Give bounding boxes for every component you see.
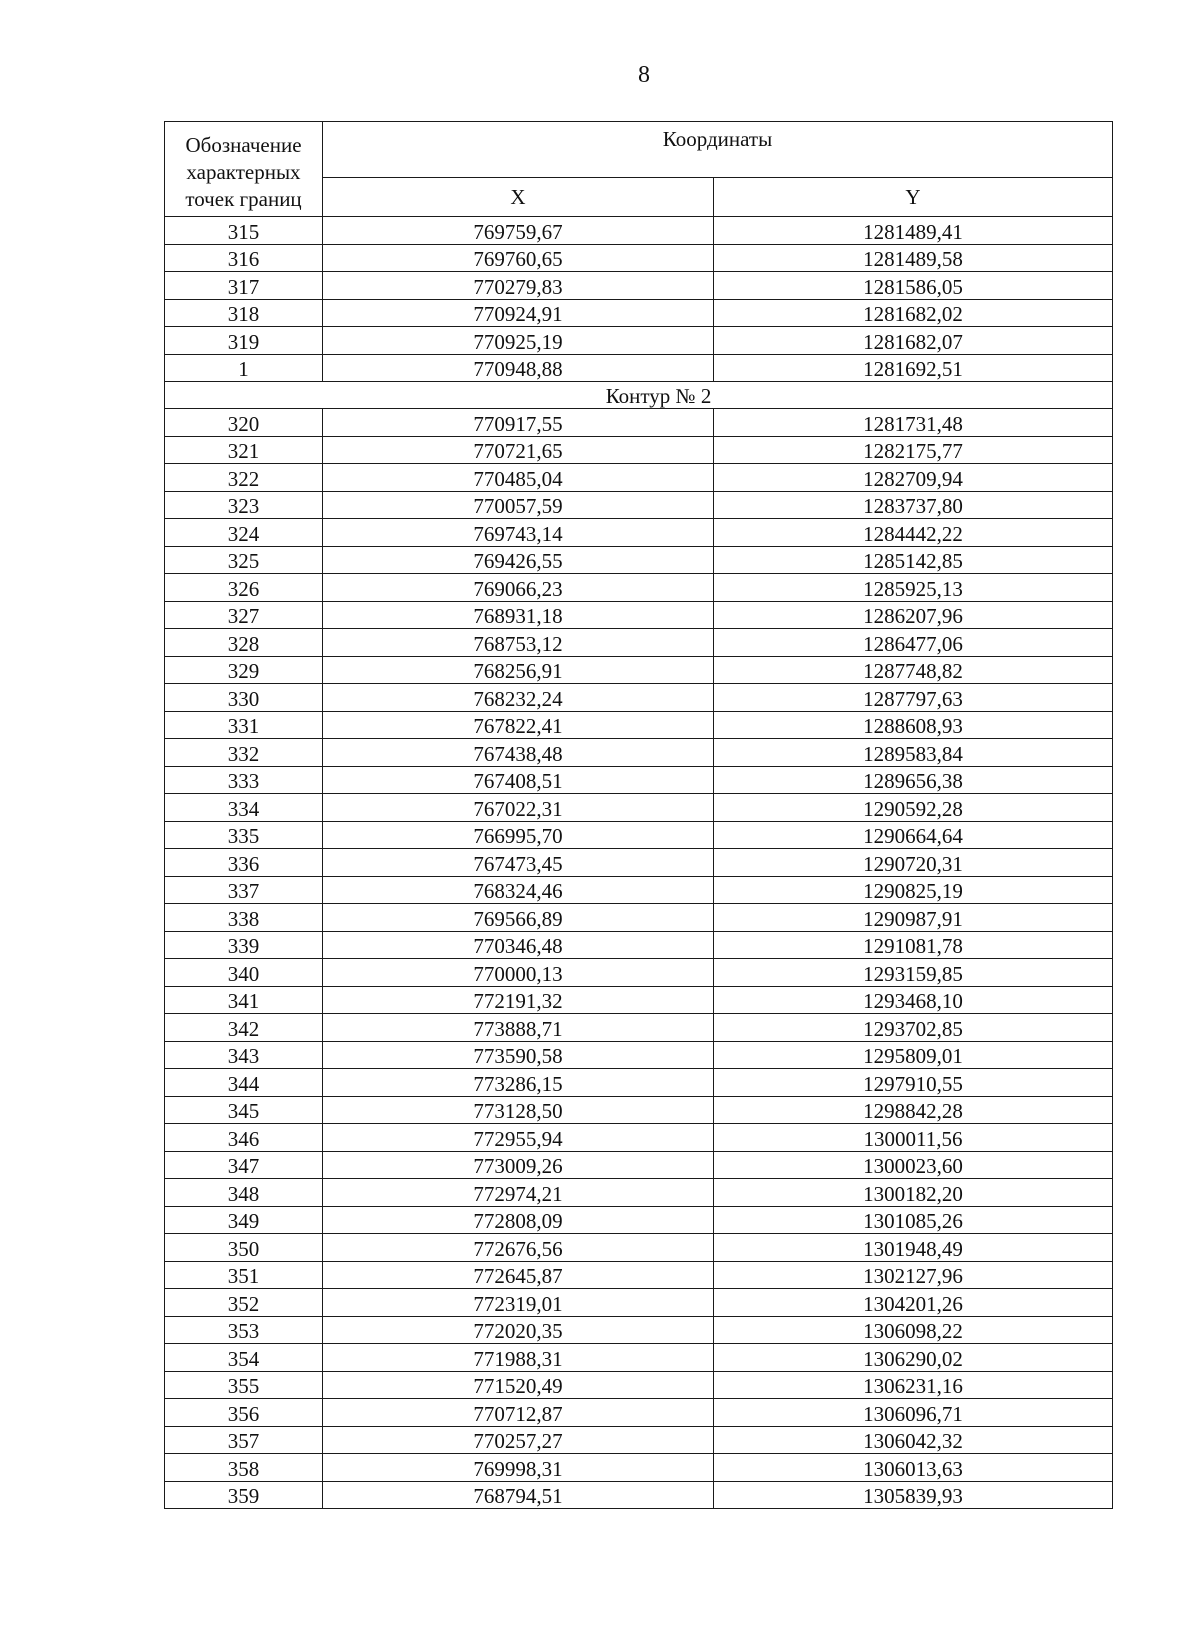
y-cell: 1290987,91: [714, 904, 1113, 932]
table-row: [165, 766, 1113, 794]
x-cell: 770000,13: [323, 959, 714, 987]
x-cell: 767408,51: [323, 766, 714, 794]
x-cell: 773286,15: [323, 1069, 714, 1097]
y-cell: 1281731,48: [714, 409, 1113, 437]
table-row: [165, 409, 1113, 437]
y-cell: 1281682,02: [714, 299, 1113, 327]
x-cell: 773590,58: [323, 1041, 714, 1069]
y-cell: 1304201,26: [714, 1289, 1113, 1317]
y-cell: 1300182,20: [714, 1179, 1113, 1207]
x-cell: 768794,51: [323, 1481, 714, 1509]
y-cell: 1306098,22: [714, 1316, 1113, 1344]
point-cell: 343: [165, 1041, 323, 1069]
point-cell: 355: [165, 1371, 323, 1399]
x-cell: 771520,49: [323, 1371, 714, 1399]
table-row: [165, 1014, 1113, 1042]
rows-contour-2: [165, 409, 1113, 1509]
table-row: [165, 1261, 1113, 1289]
x-cell: 770924,91: [323, 299, 714, 327]
point-cell: 1: [165, 354, 323, 382]
point-cell: 342: [165, 1014, 323, 1042]
y-header: Y: [714, 177, 1113, 217]
y-cell: 1285142,85: [714, 546, 1113, 574]
x-cell: 772808,09: [323, 1206, 714, 1234]
point-cell: 317: [165, 272, 323, 300]
x-cell: 768256,91: [323, 656, 714, 684]
point-cell: 330: [165, 684, 323, 712]
point-cell: 354: [165, 1344, 323, 1372]
point-cell: 359: [165, 1481, 323, 1509]
y-cell: 1288608,93: [714, 711, 1113, 739]
point-cell: 351: [165, 1261, 323, 1289]
point-label-line: точек границ: [185, 187, 302, 211]
point-cell: 322: [165, 464, 323, 492]
point-cell: 332: [165, 739, 323, 767]
table-row: [165, 272, 1113, 300]
y-cell: 1295809,01: [714, 1041, 1113, 1069]
point-label-header: [165, 122, 323, 217]
table-row: [165, 959, 1113, 987]
y-cell: 1289583,84: [714, 739, 1113, 767]
point-cell: 345: [165, 1096, 323, 1124]
y-cell: 1282709,94: [714, 464, 1113, 492]
point-cell: 333: [165, 766, 323, 794]
x-cell: 769066,23: [323, 574, 714, 602]
table-row: [165, 684, 1113, 712]
point-cell: 349: [165, 1206, 323, 1234]
x-cell: 766995,70: [323, 821, 714, 849]
y-cell: 1305839,93: [714, 1481, 1113, 1509]
x-cell: 772020,35: [323, 1316, 714, 1344]
y-cell: 1281489,58: [714, 244, 1113, 272]
point-label-line: характерных: [186, 160, 301, 184]
y-cell: 1281682,07: [714, 327, 1113, 355]
table-row: [165, 464, 1113, 492]
x-cell: 769998,31: [323, 1454, 714, 1482]
x-cell: 772645,87: [323, 1261, 714, 1289]
table-row: [165, 986, 1113, 1014]
y-cell: 1293702,85: [714, 1014, 1113, 1042]
table-row: [165, 1289, 1113, 1317]
table-row: [165, 1206, 1113, 1234]
y-cell: 1285925,13: [714, 574, 1113, 602]
x-cell: 770712,87: [323, 1399, 714, 1427]
table-row: [165, 327, 1113, 355]
table-row: [165, 904, 1113, 932]
point-cell: 340: [165, 959, 323, 987]
table-row: [165, 519, 1113, 547]
point-cell: 326: [165, 574, 323, 602]
coordinates-table: [164, 121, 1113, 1509]
point-cell: 324: [165, 519, 323, 547]
x-cell: 768753,12: [323, 629, 714, 657]
y-cell: 1298842,28: [714, 1096, 1113, 1124]
table-row: [165, 436, 1113, 464]
point-cell: 358: [165, 1454, 323, 1482]
table-row: [165, 629, 1113, 657]
y-cell: 1282175,77: [714, 436, 1113, 464]
x-header: X: [323, 177, 714, 217]
table-row: [165, 601, 1113, 629]
x-cell: 773888,71: [323, 1014, 714, 1042]
y-cell: 1289656,38: [714, 766, 1113, 794]
table-row: [165, 1481, 1113, 1509]
x-cell: 773009,26: [323, 1151, 714, 1179]
y-cell: 1281489,41: [714, 217, 1113, 245]
x-cell: 770948,88: [323, 354, 714, 382]
table-row: [165, 1069, 1113, 1097]
point-cell: 356: [165, 1399, 323, 1427]
y-cell: 1286207,96: [714, 601, 1113, 629]
x-cell: 772676,56: [323, 1234, 714, 1262]
y-cell: 1290664,64: [714, 821, 1113, 849]
x-cell: 770721,65: [323, 436, 714, 464]
table-row: [165, 1371, 1113, 1399]
point-cell: 318: [165, 299, 323, 327]
table-row: [165, 244, 1113, 272]
y-cell: 1306042,32: [714, 1426, 1113, 1454]
point-cell: 344: [165, 1069, 323, 1097]
x-cell: 770485,04: [323, 464, 714, 492]
point-cell: 352: [165, 1289, 323, 1317]
table-row: [165, 574, 1113, 602]
coordinates-header: Координаты: [323, 122, 1113, 178]
point-cell: 348: [165, 1179, 323, 1207]
y-cell: 1290825,19: [714, 876, 1113, 904]
point-cell: 321: [165, 436, 323, 464]
point-cell: 325: [165, 546, 323, 574]
point-label-line: Обозначение: [185, 133, 302, 157]
y-cell: 1306096,71: [714, 1399, 1113, 1427]
x-cell: 770925,19: [323, 327, 714, 355]
x-cell: 768324,46: [323, 876, 714, 904]
y-cell: 1290592,28: [714, 794, 1113, 822]
table-row: [165, 821, 1113, 849]
y-cell: 1293159,85: [714, 959, 1113, 987]
table-row: [165, 876, 1113, 904]
point-cell: 331: [165, 711, 323, 739]
table-row: [165, 1179, 1113, 1207]
x-cell: 769743,14: [323, 519, 714, 547]
y-cell: 1297910,55: [714, 1069, 1113, 1097]
y-cell: 1286477,06: [714, 629, 1113, 657]
point-cell: 319: [165, 327, 323, 355]
point-cell: 334: [165, 794, 323, 822]
table-row: [165, 1234, 1113, 1262]
point-cell: 320: [165, 409, 323, 437]
y-cell: 1291081,78: [714, 931, 1113, 959]
coordinates-table-container: [164, 121, 1112, 1509]
y-cell: 1300011,56: [714, 1124, 1113, 1152]
point-cell: 338: [165, 904, 323, 932]
table-row: [165, 1454, 1113, 1482]
table-row: [165, 217, 1113, 245]
point-cell: 346: [165, 1124, 323, 1152]
point-cell: 327: [165, 601, 323, 629]
x-cell: 767473,45: [323, 849, 714, 877]
contour-label: Контур № 2: [165, 382, 1113, 409]
y-cell: 1306290,02: [714, 1344, 1113, 1372]
y-cell: 1290720,31: [714, 849, 1113, 877]
contour-separator: [165, 382, 1113, 409]
table-row: [165, 1041, 1113, 1069]
x-cell: 769566,89: [323, 904, 714, 932]
table-row: [165, 1426, 1113, 1454]
x-cell: 769426,55: [323, 546, 714, 574]
x-cell: 772974,21: [323, 1179, 714, 1207]
x-cell: 767022,31: [323, 794, 714, 822]
table-row: [165, 849, 1113, 877]
point-cell: 316: [165, 244, 323, 272]
table-row: [165, 1151, 1113, 1179]
x-cell: 772319,01: [323, 1289, 714, 1317]
table-row: [165, 546, 1113, 574]
table-row: [165, 1399, 1113, 1427]
table-row: [165, 299, 1113, 327]
point-cell: 323: [165, 491, 323, 519]
y-cell: 1287797,63: [714, 684, 1113, 712]
table-row: [165, 1344, 1113, 1372]
y-cell: 1301948,49: [714, 1234, 1113, 1262]
point-cell: 328: [165, 629, 323, 657]
table-row: [165, 656, 1113, 684]
y-cell: 1301085,26: [714, 1206, 1113, 1234]
table-row: [165, 794, 1113, 822]
x-cell: 770346,48: [323, 931, 714, 959]
y-cell: 1287748,82: [714, 656, 1113, 684]
x-cell: 767438,48: [323, 739, 714, 767]
y-cell: 1300023,60: [714, 1151, 1113, 1179]
point-cell: 341: [165, 986, 323, 1014]
table-row: [165, 931, 1113, 959]
table-row: [165, 1316, 1113, 1344]
x-cell: 769759,67: [323, 217, 714, 245]
table-row: [165, 491, 1113, 519]
y-cell: 1306013,63: [714, 1454, 1113, 1482]
point-cell: 329: [165, 656, 323, 684]
point-cell: 336: [165, 849, 323, 877]
point-cell: 339: [165, 931, 323, 959]
x-cell: 770057,59: [323, 491, 714, 519]
y-cell: 1281692,51: [714, 354, 1113, 382]
y-cell: 1284442,22: [714, 519, 1113, 547]
y-cell: 1283737,80: [714, 491, 1113, 519]
x-cell: 768931,18: [323, 601, 714, 629]
y-cell: 1302127,96: [714, 1261, 1113, 1289]
x-cell: 768232,24: [323, 684, 714, 712]
point-cell: 353: [165, 1316, 323, 1344]
table-row: [165, 1124, 1113, 1152]
point-cell: 347: [165, 1151, 323, 1179]
x-cell: 772191,32: [323, 986, 714, 1014]
page-number: 8: [638, 62, 650, 88]
table-header: [165, 122, 1113, 217]
rows-contour-1: [165, 217, 1113, 382]
point-cell: 357: [165, 1426, 323, 1454]
table-row: [165, 1096, 1113, 1124]
x-cell: 773128,50: [323, 1096, 714, 1124]
x-cell: 770279,83: [323, 272, 714, 300]
x-cell: 767822,41: [323, 711, 714, 739]
y-cell: 1293468,10: [714, 986, 1113, 1014]
point-cell: 337: [165, 876, 323, 904]
table-row: [165, 354, 1113, 382]
y-cell: 1281586,05: [714, 272, 1113, 300]
table-row: [165, 711, 1113, 739]
x-cell: 772955,94: [323, 1124, 714, 1152]
point-cell: 315: [165, 217, 323, 245]
point-cell: 350: [165, 1234, 323, 1262]
y-cell: 1306231,16: [714, 1371, 1113, 1399]
x-cell: 769760,65: [323, 244, 714, 272]
x-cell: 770917,55: [323, 409, 714, 437]
x-cell: 770257,27: [323, 1426, 714, 1454]
x-cell: 771988,31: [323, 1344, 714, 1372]
point-cell: 335: [165, 821, 323, 849]
table-row: [165, 739, 1113, 767]
